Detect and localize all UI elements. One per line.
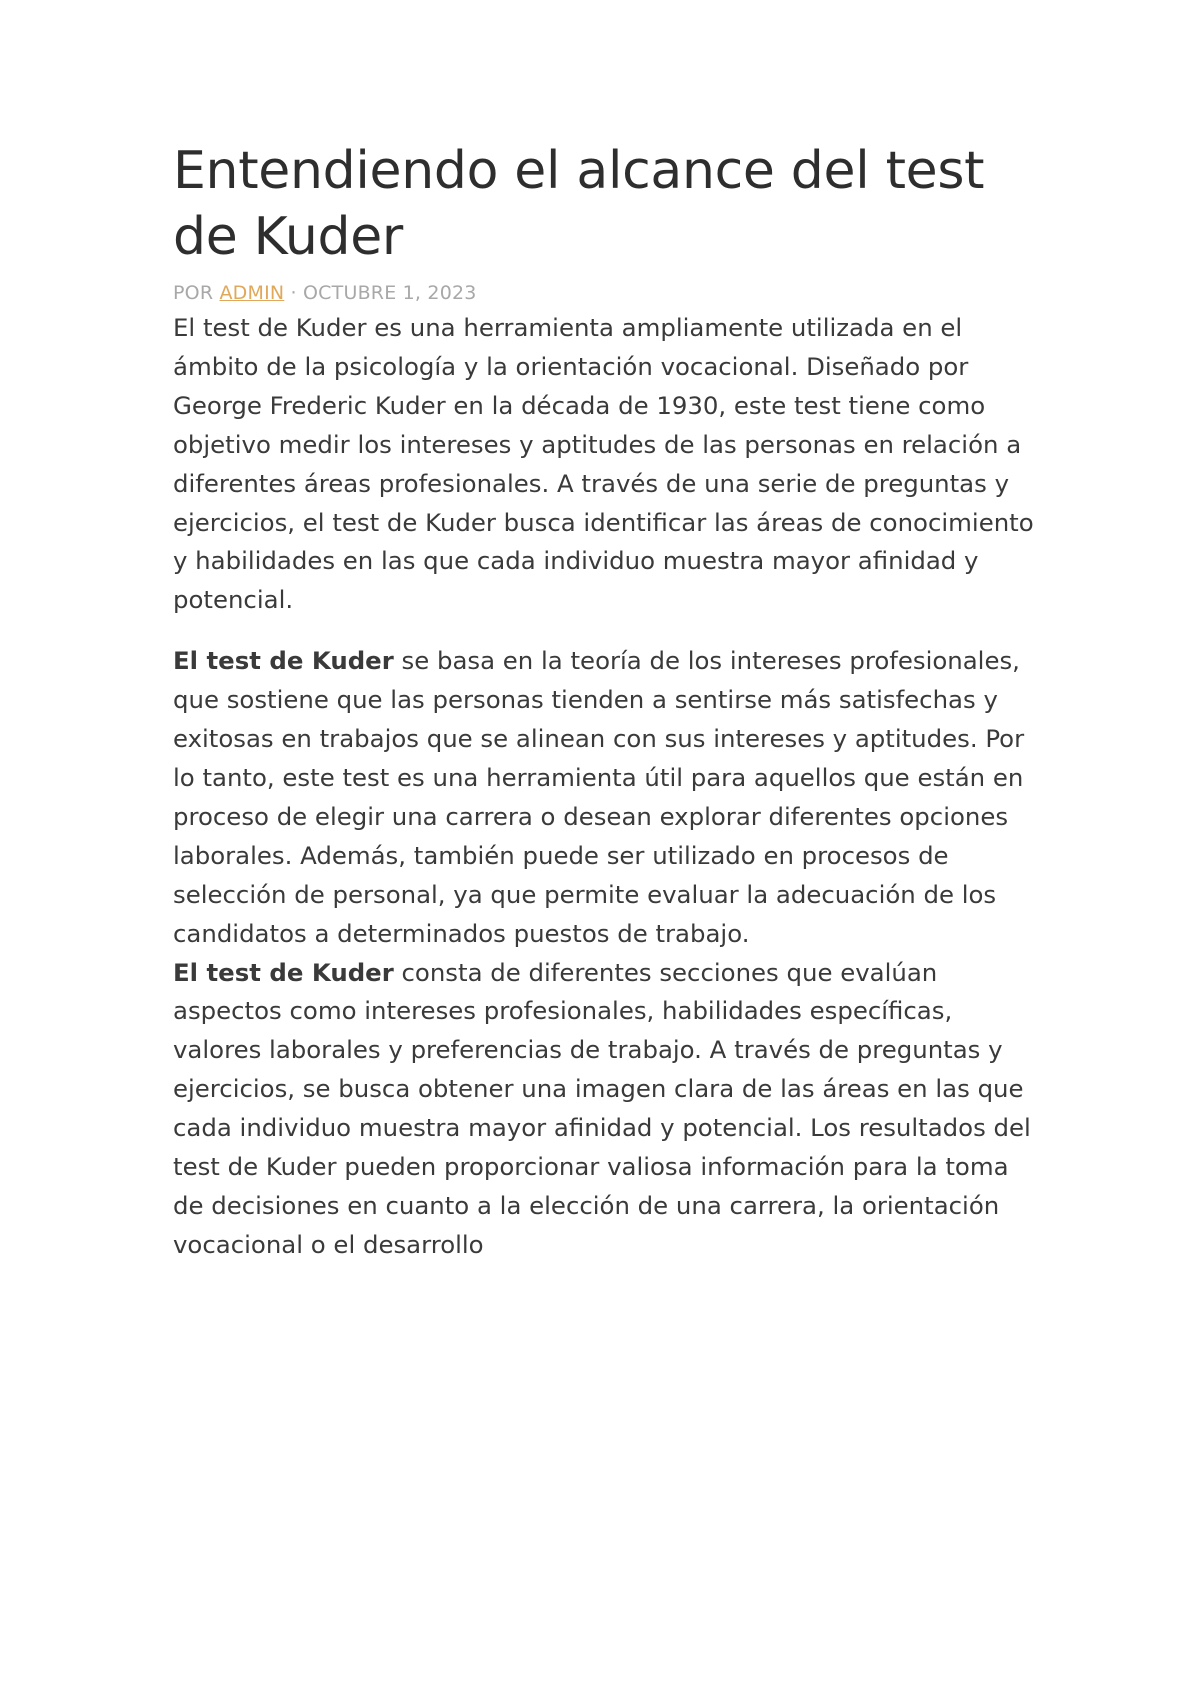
post-meta [173, 281, 1043, 305]
post-date: OCTUBRE 1, 2023 [303, 282, 477, 304]
paragraph-2 [173, 642, 1043, 953]
meta-prefix: POR [173, 282, 220, 304]
paragraph-1-text: El test de Kuder es una herramienta ampliamente utilizada en el ámbito de la psicología y la orientación vocacional. Diseñado por George Frederic Kuder en la década de 1930, este test tiene como objetivo medir los intereses y aptitudes de las personas en relación a diferentes áreas profesionales. A través de una serie de preguntas y ejercicios, el test de Kuder busca identificar las áreas de conocimiento y habilidades en las que cada individuo muestra mayor afinidad y potencial. [173, 313, 1034, 615]
paragraph-3 [173, 954, 1043, 1265]
article [173, 138, 1043, 1265]
page-title: Entendiendo el alcance del test de Kuder [173, 141, 985, 267]
paragraph-2-bold: El test de Kuder [173, 646, 394, 676]
paragraph-2-text: se basa en la teoría de los intereses profesionales, que sostiene que las personas tienden a sentirse más satisfechas y exitosas en trabajos que se alinean con sus intereses y aptitudes. Por lo tanto, este test es una herramienta útil para aquellos que están en proceso de elegir una carrera o desean explorar diferentes opciones laborales. Además, también puede ser utilizado en procesos de selección de personal, ya que permite evaluar la adecuación de los candidatos a determinados puestos de trabajo. [173, 646, 1025, 948]
paragraph-1 [173, 309, 1043, 620]
author-link[interactable]: ADMIN [219, 282, 285, 304]
meta-separator: · [284, 282, 304, 304]
paragraph-3-bold: El test de Kuder [173, 957, 394, 987]
paragraph-3-text: consta de diferentes secciones que evalúan aspectos como intereses profesionales, habilidades específicas, valores laborales y preferencias de trabajo. A través de preguntas y ejercicios, se busca obtener una imagen clara de las áreas en las que cada individuo muestra mayor afinidad y potencial. Los resultados del test de Kuder pueden proporcionar valiosa información para la toma de decisiones en cuanto a la elección de una carrera, la orientación vocacional o el desarrollo [173, 957, 1031, 1259]
